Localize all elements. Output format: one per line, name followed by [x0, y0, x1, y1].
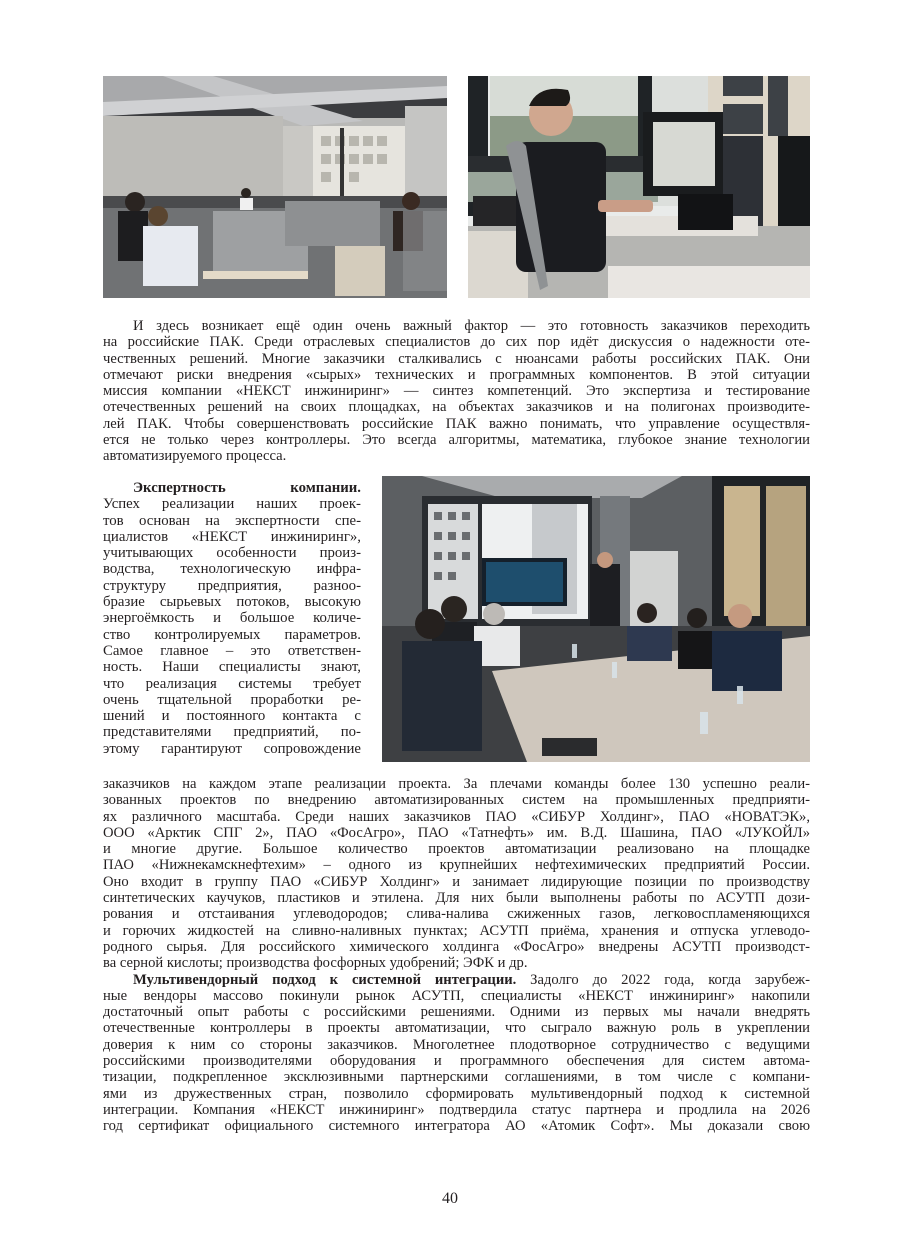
text-line: доверия к ним со стороны заказчиков. Многолетнее плодотворное сотрудничество с ведущими	[103, 1036, 810, 1053]
engineer-photo	[468, 76, 810, 298]
text-line: автоматизируемого процесса.	[103, 448, 287, 465]
text-line: водства, технологическую инфра-	[103, 561, 361, 578]
office-photo-image	[103, 76, 447, 298]
text-line: структуру предприятия, разноо-	[103, 577, 361, 594]
text-line: достаточный опыт работы с российскими решениями. Одними из первых мы начали внедрять	[103, 1004, 810, 1021]
page-number: 40	[442, 1190, 458, 1207]
expertise-heading	[103, 480, 361, 496]
text-line: ва серной кислоты; производства фосфорных удобрений; ЭФК и др.	[103, 955, 528, 972]
intro-paragraph	[103, 318, 810, 465]
text-line: Самое главное – это ответствен-	[103, 642, 361, 659]
text-line: ность. Наши специалисты знают,	[103, 659, 361, 676]
expertise-heading-text: Экспертность компании.	[133, 480, 361, 496]
text-line: ями из дружественных стран, позволило сформировать мультивендорный подход к системной	[103, 1085, 810, 1102]
text-line: этому гарантируют сопровождение	[103, 740, 361, 757]
text-line: чественных решений. Многие заказчики сталкивались с нюансами работы российских ПАК. Они	[103, 350, 810, 367]
text-line: энергоёмкость и большое количе-	[103, 610, 361, 627]
text-line: интеграции. Компания «НЕКСТ инжиниринг» подтвердила статус партнера и продлила на 2026	[103, 1101, 810, 1118]
text-line: очень тщательной проработки ре-	[103, 691, 361, 708]
text-line: родного сырья. Для российского химического холдинга «ФосАгро» внедрены АСУТП производст-	[103, 938, 810, 955]
text-line: синтетических каучуков, пластиков и этилена. Для них были выполнены работы по АСУТП дози-	[103, 890, 810, 907]
text-line: ные вендоры массово покинули рынок АСУТП, специалисты «НЕКСТ инжиниринг» накопили	[103, 987, 810, 1004]
text-line: миссия компании «НЕКСТ инжиниринг» — синтез компетенций. Это экспертиза и тестирование	[103, 383, 810, 400]
text-line: на российские ПАК. Среди отраслевых специалистов до сих пор идёт дискуссия о надежности оте-	[103, 334, 810, 351]
text-line: год сертификат официального системного интегратора АО «Атомик Софт». Мы доказали свою	[103, 1118, 810, 1135]
text-line: заказчиков на каждом этапе реализации проекта. За плечами команды более 130 успешно реали-	[103, 776, 810, 792]
text-line: бразие сырьевых потоков, высокую	[103, 594, 361, 611]
expertise-paragraph	[103, 480, 361, 757]
text-line: ПАО «Нижнекамскнефтехим» – одного из крупнейших нефтехимических предприятий России.	[103, 857, 810, 874]
text-line: учитывающих особенности произ-	[103, 545, 361, 562]
text-line: и многие другие. Большое количество проектов автоматизации реализовано на площадке	[103, 841, 810, 858]
text-line: тизации, подкрепленное эксклюзивными партнерскими соглашениями, в том числе с компани-	[103, 1069, 810, 1086]
text-line: ство контролируемых параметров.	[103, 626, 361, 643]
text-line: отечественные контроллеры в проекты автоматизации, что сыграло важную роль в укреплении	[103, 1020, 810, 1037]
text-line: циалистов «НЕКСТ инжиниринг»,	[103, 528, 361, 545]
text-line: И здесь возникает ещё один очень важный фактор — это готовность заказчиков переходить	[133, 318, 810, 334]
multivendor-first-line	[103, 972, 810, 988]
meeting-photo	[382, 476, 810, 762]
text-line: лей ПАК. Чтобы совершенствовать российские ПАК важно понимать, что управление осуществля-	[103, 415, 810, 432]
text-line: тов основан на экспертности спе-	[103, 512, 361, 529]
text-line: и горючих жидкостей на сливно-наливных пунктах; АСУТП приёма, хранения и отпуска углеводо-	[103, 922, 810, 939]
text-line: рования и отстаивания углеводородов; слива-налива сжиженных газов, легковоспламеняющихся	[103, 906, 810, 923]
office-photo	[103, 76, 447, 298]
meeting-photo-image	[382, 476, 810, 762]
text-line: шений и постоянного контакта с	[103, 708, 361, 725]
text-line: ях различного масштаба. Среди наших заказчиков ПАО «СИБУР Холдинг», ПАО «НОВАТЭК»,	[103, 808, 810, 825]
text-line: Оно входит в группу ПАО «СИБУР Холдинг» и занимает лидирующие позиции по производству	[103, 873, 810, 890]
text-line: представителями предприятий, по-	[103, 724, 361, 741]
text-line: Успех реализации наших проек-	[103, 496, 361, 513]
projects-paragraph	[103, 776, 810, 1135]
multivendor-first-tail: Задолго до 2022 года, когда зарубеж-	[516, 971, 810, 988]
text-line: отмечают риски внедрения «сырых» технических и программных компонентов. В этой ситуации	[103, 366, 810, 383]
text-line: зованных проектов по внедрению автоматизированных систем на промышленных предприяти-	[103, 792, 810, 809]
text-line: что реализация системы требует	[103, 675, 361, 692]
text-line: ется не только через контроллеры. Это всегда алгоритмы, математика, глубокое знание технологии	[103, 432, 810, 449]
text-line: российскими производителями оборудования и программного обеспечения для систем автома-	[103, 1053, 810, 1070]
text-line: отечественных решений на своих площадках, на объектах заказчиков и на полигонах производите-	[103, 399, 810, 416]
engineer-photo-image	[468, 76, 810, 298]
text-line: ООО «Арктик СПГ 2», ПАО «ФосАгро», ПАО «Татнефть» им. В.Д. Шашина, ПАО «ЛУКОЙЛ»	[103, 824, 810, 841]
multivendor-heading: Мультивендорный подход к системной интеграции.	[133, 971, 517, 988]
